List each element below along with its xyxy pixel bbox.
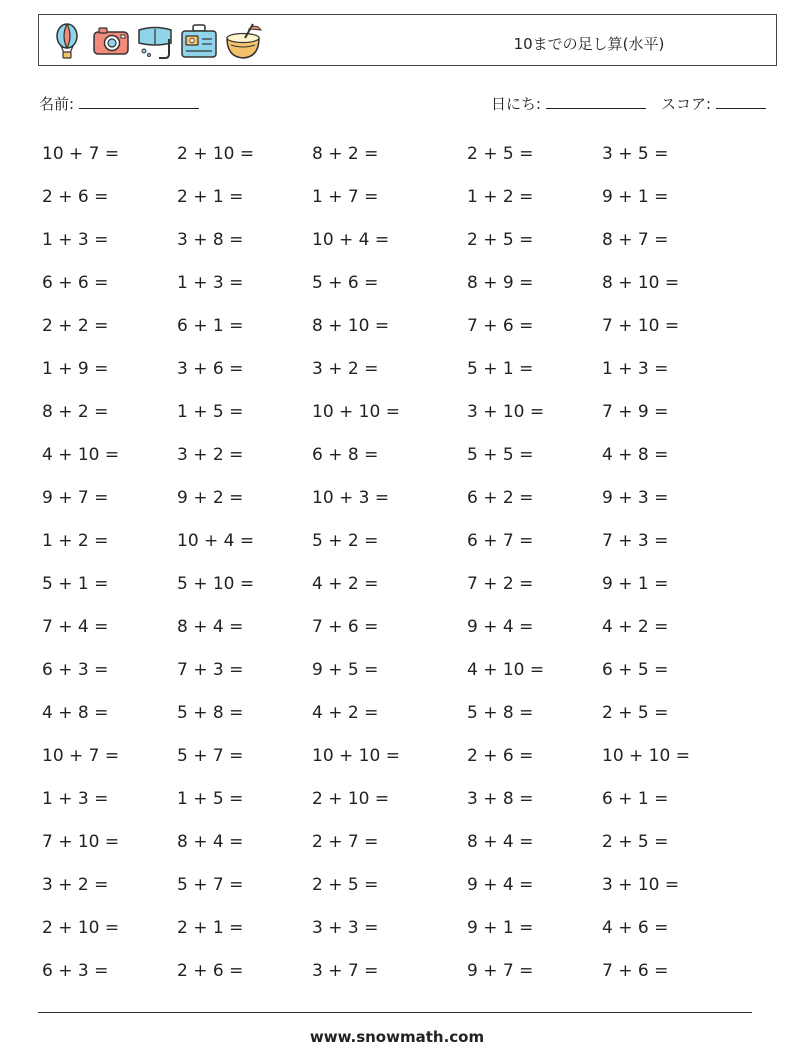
- problem-item: 5 + 8 =: [177, 703, 244, 723]
- problem-item: 10 + 10 =: [312, 746, 400, 766]
- problem-item: 10 + 4 =: [177, 531, 255, 551]
- problem-item: 9 + 1 =: [467, 918, 534, 938]
- problem-item: 2 + 10 =: [312, 789, 390, 809]
- problem-item: 4 + 10 =: [42, 445, 120, 465]
- problem-item: 5 + 1 =: [42, 574, 109, 594]
- problem-item: 4 + 8 =: [602, 445, 669, 465]
- problem-item: 10 + 4 =: [312, 230, 390, 250]
- problem-item: 1 + 9 =: [42, 359, 109, 379]
- problem-item: 6 + 1 =: [602, 789, 669, 809]
- problem-item: 10 + 7 =: [42, 144, 120, 164]
- problem-item: 6 + 1 =: [177, 316, 244, 336]
- problem-item: 5 + 10 =: [177, 574, 255, 594]
- problem-item: 2 + 5 =: [467, 144, 534, 164]
- suitcase-icon: [179, 21, 219, 61]
- camera-icon: [91, 21, 131, 61]
- problem-item: 10 + 10 =: [312, 402, 400, 422]
- problem-item: 7 + 2 =: [467, 574, 534, 594]
- problem-item: 2 + 2 =: [42, 316, 109, 336]
- problem-item: 3 + 2 =: [312, 359, 379, 379]
- problem-item: 10 + 10 =: [602, 746, 690, 766]
- problem-item: 10 + 7 =: [42, 746, 120, 766]
- date-label: 日にち:: [491, 95, 542, 113]
- problem-item: 3 + 8 =: [177, 230, 244, 250]
- problem-item: 2 + 10 =: [42, 918, 120, 938]
- problem-item: 2 + 5 =: [467, 230, 534, 250]
- problem-item: 9 + 5 =: [312, 660, 379, 680]
- problem-item: 8 + 2 =: [312, 144, 379, 164]
- problem-item: 3 + 10 =: [467, 402, 545, 422]
- problem-item: 7 + 6 =: [312, 617, 379, 637]
- problem-item: 9 + 7 =: [467, 961, 534, 981]
- problem-item: 4 + 2 =: [312, 703, 379, 723]
- problem-item: 7 + 3 =: [602, 531, 669, 551]
- problem-item: 2 + 6 =: [177, 961, 244, 981]
- problem-item: 1 + 2 =: [42, 531, 109, 551]
- problem-item: 7 + 3 =: [177, 660, 244, 680]
- problem-item: 6 + 5 =: [602, 660, 669, 680]
- problem-item: 7 + 10 =: [602, 316, 680, 336]
- problem-item: 9 + 1 =: [602, 187, 669, 207]
- problem-item: 3 + 2 =: [42, 875, 109, 895]
- coconut-drink-icon: [223, 21, 263, 61]
- problem-item: 5 + 1 =: [467, 359, 534, 379]
- problem-item: 8 + 4 =: [177, 832, 244, 852]
- problem-item: 1 + 3 =: [42, 789, 109, 809]
- problem-item: 3 + 3 =: [312, 918, 379, 938]
- problem-item: 3 + 6 =: [177, 359, 244, 379]
- problem-item: 6 + 3 =: [42, 660, 109, 680]
- problem-item: 3 + 8 =: [467, 789, 534, 809]
- problem-item: 8 + 10 =: [312, 316, 390, 336]
- problem-item: 3 + 5 =: [602, 144, 669, 164]
- problem-item: 4 + 2 =: [602, 617, 669, 637]
- problem-item: 8 + 4 =: [467, 832, 534, 852]
- hot-air-balloon-icon: [47, 21, 87, 61]
- problem-item: 8 + 4 =: [177, 617, 244, 637]
- problem-item: 7 + 4 =: [42, 617, 109, 637]
- problem-item: 7 + 6 =: [602, 961, 669, 981]
- problem-item: 9 + 7 =: [42, 488, 109, 508]
- problem-item: 2 + 6 =: [467, 746, 534, 766]
- problem-item: 5 + 7 =: [177, 875, 244, 895]
- problem-item: 2 + 1 =: [177, 918, 244, 938]
- problem-item: 1 + 7 =: [312, 187, 379, 207]
- problem-item: 9 + 4 =: [467, 617, 534, 637]
- score-blank[interactable]: [716, 94, 766, 109]
- problem-item: 1 + 5 =: [177, 402, 244, 422]
- problem-item: 2 + 6 =: [42, 187, 109, 207]
- problem-item: 2 + 5 =: [602, 832, 669, 852]
- problem-item: 5 + 2 =: [312, 531, 379, 551]
- problem-item: 6 + 7 =: [467, 531, 534, 551]
- problem-item: 6 + 6 =: [42, 273, 109, 293]
- problem-item: 2 + 7 =: [312, 832, 379, 852]
- problem-item: 1 + 2 =: [467, 187, 534, 207]
- name-field: [39, 93, 199, 114]
- problem-item: 8 + 7 =: [602, 230, 669, 250]
- problem-item: 3 + 7 =: [312, 961, 379, 981]
- problem-item: 2 + 5 =: [602, 703, 669, 723]
- problem-item: 5 + 6 =: [312, 273, 379, 293]
- problem-item: 8 + 10 =: [602, 273, 680, 293]
- problem-item: 7 + 9 =: [602, 402, 669, 422]
- problem-item: 1 + 5 =: [177, 789, 244, 809]
- score-field: [661, 93, 766, 114]
- problem-item: 9 + 1 =: [602, 574, 669, 594]
- problem-item: 3 + 2 =: [177, 445, 244, 465]
- snorkel-mask-icon: [135, 21, 175, 61]
- problem-item: 9 + 4 =: [467, 875, 534, 895]
- problem-item: 4 + 2 =: [312, 574, 379, 594]
- footer-divider: [38, 1012, 752, 1013]
- worksheet-title: 10までの足し算(水平): [513, 35, 665, 53]
- problem-item: 1 + 3 =: [602, 359, 669, 379]
- name-blank[interactable]: [79, 94, 199, 109]
- problem-item: 2 + 5 =: [312, 875, 379, 895]
- problem-item: 10 + 3 =: [312, 488, 390, 508]
- problem-item: 4 + 8 =: [42, 703, 109, 723]
- problem-item: 3 + 10 =: [602, 875, 680, 895]
- worksheet-header: [38, 14, 777, 66]
- problem-item: 6 + 2 =: [467, 488, 534, 508]
- date-blank[interactable]: [546, 94, 646, 109]
- problem-item: 2 + 10 =: [177, 144, 255, 164]
- problem-item: 5 + 8 =: [467, 703, 534, 723]
- footer-site: www.snowmath.com: [309, 1028, 485, 1046]
- name-label: 名前:: [39, 95, 75, 113]
- problem-item: 6 + 3 =: [42, 961, 109, 981]
- problem-item: 6 + 8 =: [312, 445, 379, 465]
- problem-item: 5 + 5 =: [467, 445, 534, 465]
- problem-item: 8 + 9 =: [467, 273, 534, 293]
- problem-item: 7 + 10 =: [42, 832, 120, 852]
- problem-item: 5 + 7 =: [177, 746, 244, 766]
- problem-item: 9 + 3 =: [602, 488, 669, 508]
- problem-item: 1 + 3 =: [42, 230, 109, 250]
- problem-item: 1 + 3 =: [177, 273, 244, 293]
- problem-item: 9 + 2 =: [177, 488, 244, 508]
- header-icons: [47, 20, 263, 62]
- problem-item: 2 + 1 =: [177, 187, 244, 207]
- problem-item: 8 + 2 =: [42, 402, 109, 422]
- date-field: [491, 93, 646, 114]
- problem-item: 4 + 6 =: [602, 918, 669, 938]
- problem-item: 7 + 6 =: [467, 316, 534, 336]
- problem-item: 4 + 10 =: [467, 660, 545, 680]
- score-label: スコア:: [661, 95, 712, 113]
